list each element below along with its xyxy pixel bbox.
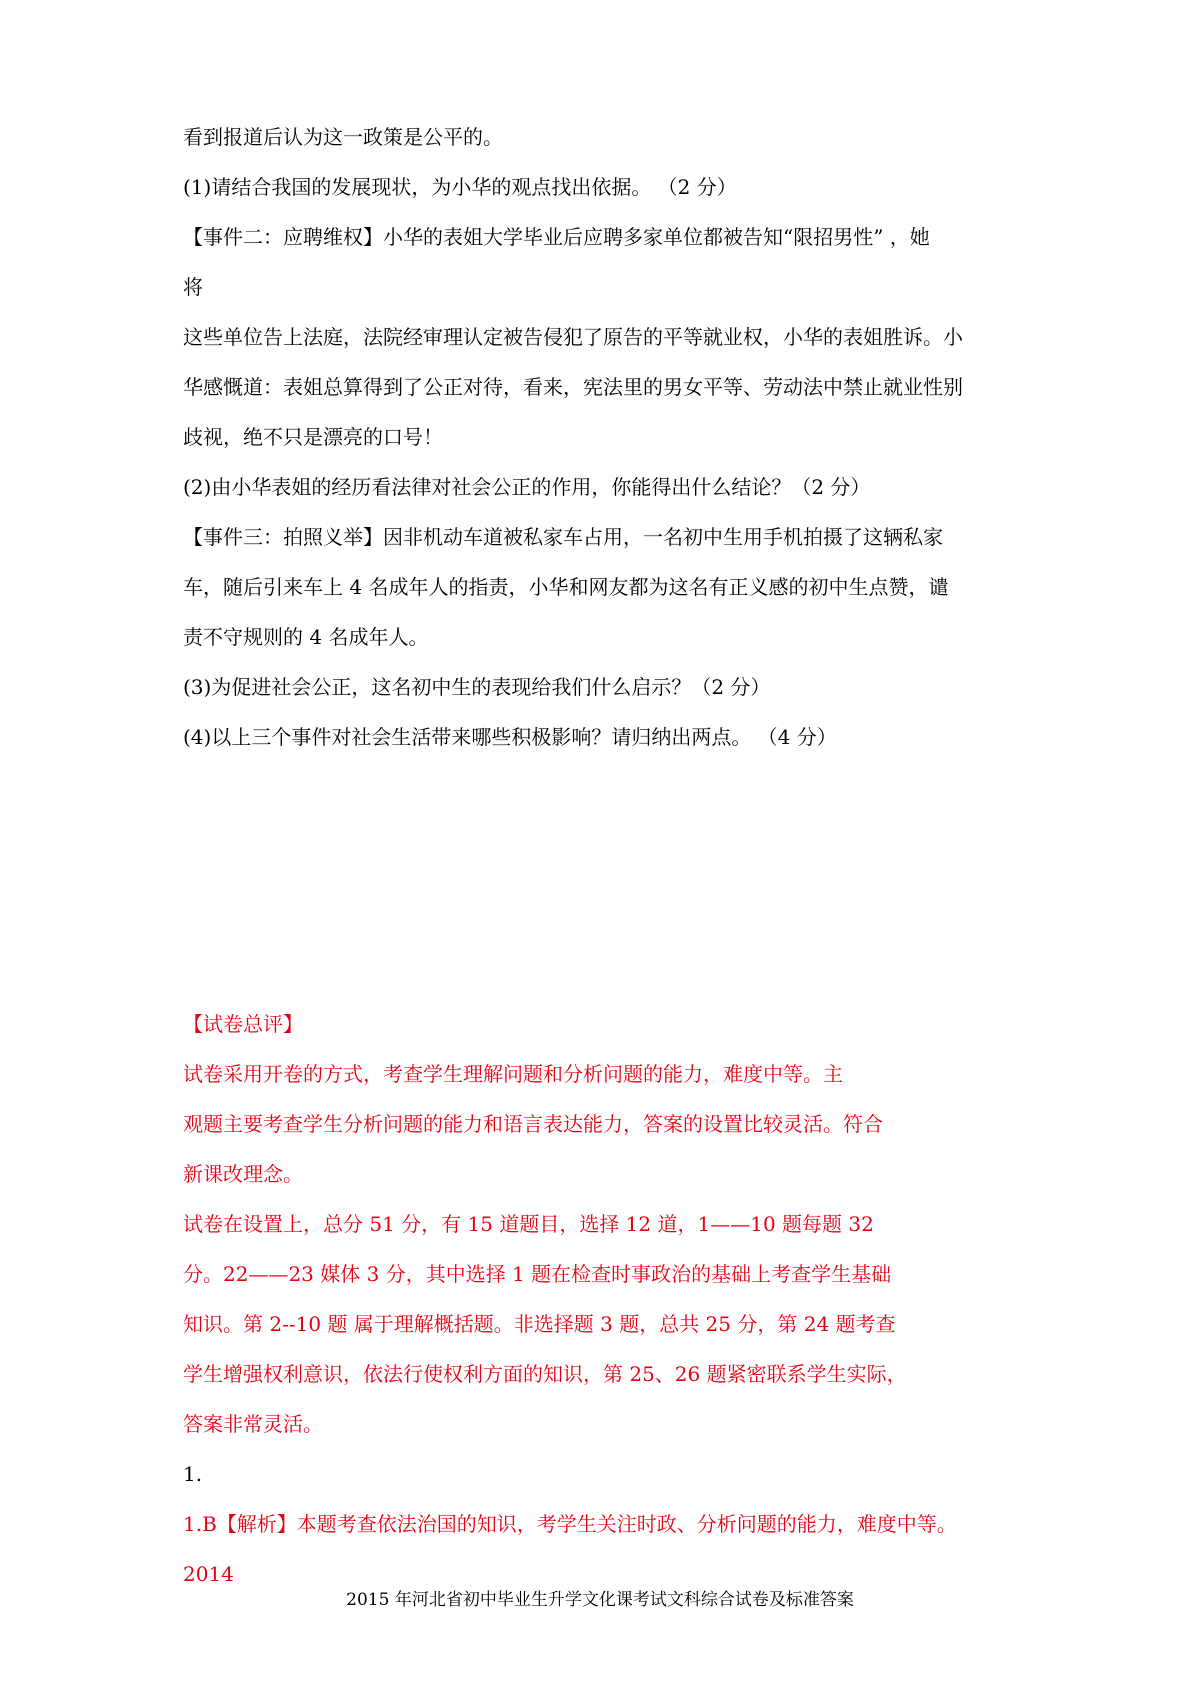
page-footer: 2015 年河北省初中毕业生升学文化课考试文科综合试卷及标准答案 (346, 1590, 854, 1610)
question-4: (4)以上三个事件对社会生活带来哪些积极影响？请归纳出两点。 （4 分） (183, 725, 837, 749)
question-1: (1)请结合我国的发展现状，为小华的观点找出依据。 （2 分） (183, 175, 737, 199)
question-3: (3)为促进社会公正，这名初中生的表现给我们什么启示？（2 分） (183, 675, 771, 699)
item-number: 1. (183, 1462, 203, 1486)
question-2: (2)由小华表姐的经历看法律对社会公正的作用，你能得出什么结论？（2 分） (183, 475, 871, 499)
review-heading: 【试卷总评】 (183, 1012, 303, 1036)
review-line-2: 观题主要考查学生分析问题的能力和语言表达能力，答案的设置比较灵活。符合 (183, 1112, 883, 1136)
review-line-7: 学生增强权利意识，依法行使权利方面的知识，第 25、26 题紧密联系学生实际， (183, 1362, 907, 1386)
review-line-5: 分。22——23 媒体 3 分，其中选择 1 题在检查时事政治的基础上考查学生基础 (183, 1262, 892, 1286)
analysis-line: 1.B【解析】本题考查依法治国的知识，考学生关注时政、分析问题的能力，难度中等。 (183, 1512, 957, 1536)
event-three-line-2: 车，随后引来车上 4 名成年人的指责，小华和网友都为这名有正义感的初中生点赞，谴 (183, 575, 949, 599)
event-two-line-2: 将 (183, 275, 203, 299)
review-line-8: 答案非常灵活。 (183, 1412, 323, 1436)
event-two-line-3: 这些单位告上法庭，法院经审理认定被告侵犯了原告的平等就业权，小华的表姐胜诉。小 (183, 325, 963, 349)
event-three-line-3: 责不守规则的 4 名成年人。 (183, 625, 429, 649)
event-two-line-4: 华感慨道：表姐总算得到了公正对待，看来，宪法里的男女平等、劳动法中禁止就业性别 (183, 375, 963, 399)
analysis-year: 2014 (183, 1562, 234, 1586)
body-line-1: 看到报道后认为这一政策是公平的。 (183, 125, 503, 149)
review-line-1: 试卷采用开卷的方式，考查学生理解问题和分析问题的能力，难度中等。主 (183, 1062, 843, 1086)
event-two-line-5: 歧视，绝不只是漂亮的口号！ (183, 425, 443, 449)
review-line-4: 试卷在设置上，总分 51 分，有 15 道题目，选择 12 道，1——10 题每题 32 (183, 1212, 874, 1236)
review-line-3: 新课改理念。 (183, 1162, 303, 1186)
event-two-line-1: 【事件二：应聘维权】小华的表姐大学毕业后应聘多家单位都被告知“限招男性” ，她 (183, 225, 930, 249)
event-three-line-1: 【事件三：拍照义举】因非机动车道被私家车占用，一名初中生用手机拍摄了这辆私家 (183, 525, 943, 549)
review-line-6: 知识。第 2--10 题 属于理解概括题。非选择题 3 题，总共 25 分，第 24 题考查 (183, 1312, 896, 1336)
